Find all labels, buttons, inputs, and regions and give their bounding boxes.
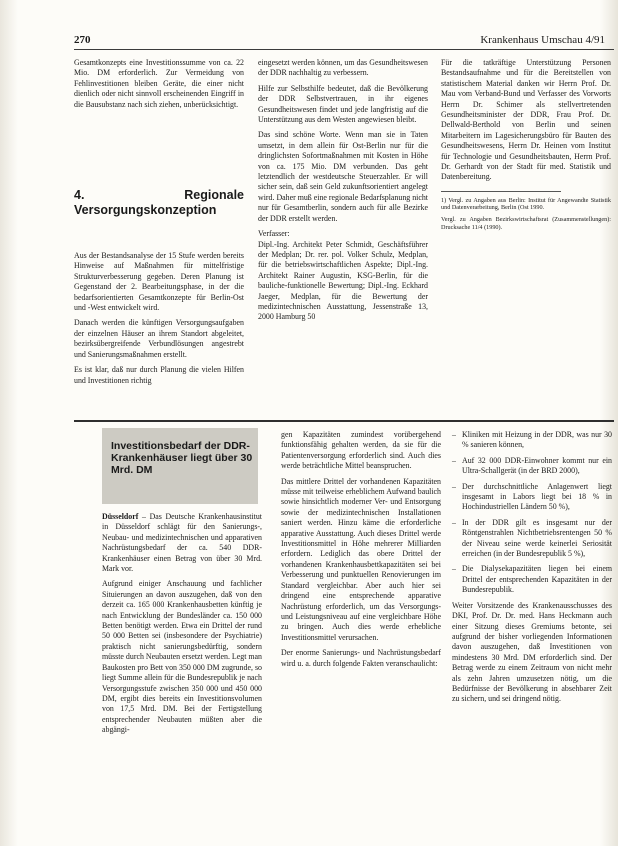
box-column-2 [281, 430, 441, 674]
paragraph: Gesamtkonzepts eine Investitionssumme von ca. 22 Mio. DM erforderlich. Zur Vermeidung von Fehlinvestitionen bleiben Geräte, die einer nicht dienlich oder nicht sinnvoll erscheinenden Eingriff in die Bausubstanz nach sich ziehen, unberücksichtigt. [74, 58, 244, 109]
footnote-rule [441, 191, 561, 192]
box-column-1 [102, 512, 262, 741]
list-item: – In der DDR gilt es insgesamt nur der Röntgenstrahlen Nichtbetriebsrentengen 50 % der Niveau seine werde keinerlei Seriosität erreichen (in der Bundesrepublik 5 %), [452, 517, 612, 559]
section-heading: 4. Regionale Versorgungskonzeption [74, 188, 244, 217]
authors-label: Verfasser: [258, 229, 290, 239]
paragraph: Der enorme Sanierungs- und Nachrüstungsbedarf wird u. a. durch folgende Fakten veranschaulicht: [281, 648, 441, 668]
box-headline: Investitionsbedarf der DDR-Krankenhäuser liegt über 30 Mrd. DM [111, 440, 253, 476]
paragraph: Es ist klar, daß nur durch Planung die vielen Hilfen und Investitionen richtig [74, 365, 244, 385]
paragraph: eingesetzt werden können, um das Gesundheitswesen der DDR nachhaltig zu verbessern. [258, 58, 428, 78]
paragraph: Das sind schöne Worte. Wenn man sie in Taten umsetzt, in dem allein für Ost-Berlin nur für die dringlichsten Sofortmaßnahmen mit Kosten in Höhe von ca. 175 Mio. DM verbunden. Das geht letztendlich der westdeutsche Steuerzahler. Er will sicher sein, daß sein Geld zukunftsorientiert angelegt wird. Daher muß eine regionale Bedarfsplanung nicht nur für Gesamtberlin, sondern auch für alle Bezirke der DDR erstellt werden. [258, 130, 428, 223]
paragraph [102, 512, 262, 574]
dateline: Düsseldorf [102, 512, 139, 521]
box-column-3 [452, 430, 612, 710]
list-item: – Der durchschnittliche Anlagenwert liegt insgesamt in Labors liegt bei 18 % in Hochindustriellen Ländern 50 %), [452, 481, 612, 512]
list-item: – Auf 32 000 DDR-Einwohner kommt nur ein Ultra-Schallgerät (in der BRD 2000), [452, 455, 612, 476]
acknowledgement: Für die tatkräftige Unterstützung Personen Bestandsaufnahme und für die Bereitstellen von statistischem Material danken wir Herrn Prof. Dr. Mau vom Verband-Bund und Verfasser des Vorworts Herrn Dr. Schimer als stellvertretenden Gesundheitsminister der DDR, Frau Prof. Dr. Dellwald-Berthold von Berlin und seinen Mitarbeitern im Lagesicherungsbüro für Bauten des Gesundheitswesens, Herrn Dr. Heinen vom Institut für Technologie und Gesundheitsbauten, Herrn Prof. Dr. Gerhardt von der Stadt für med. Statistik und Datenbereitung. [441, 58, 611, 182]
list-item: – Kliniken mit Heizung in der DDR, was nur 30 % sanieren können, [452, 430, 612, 450]
paragraph: Aus der Bestandsanalyse der 15 Stufe werden bereits Hinweise auf Maßnahmen für mittelfristige Strukturverbesserung gegeben. Deren Planung ist Gegenstand der 2. Bearbeitungsphase, in der die bedarfsorientierten Gesamtkonzepte für Berlin-Ost und -West entwickelt wird. [74, 251, 244, 313]
article-column-3 [441, 58, 611, 235]
footnote: 1) Vergl. zu Angaben aus Berlin: Institut für Angewandte Statistik und Datenverarbeitung, Berlin (Ost 1990. [441, 196, 611, 212]
paragraph: Weiter Vorsitzende des Krankenausschusses des DKI, Prof. Dr. Dr. med. Hans Heckmann auch einer Sitzung dieses Gremiums betonte, sei aufgrund der bisher vorliegenden Informationen davon auszugehen, daß Investitionen von mindestens 30 Mrd. DM erforderlich sind. Der Betrag werde zu einem Zeitraum von nicht mehr als zehn Jahren umzusetzen nötig, um die Bedürfnisse der Bevölkerung in absehbarer Zeit zu sichern, und sei dringend nötig. [452, 600, 612, 704]
paragraph: Das mittlere Drittel der vorhandenen Kapazitäten müsse mit teilweise erheblichem Aufwand baulich sowie hinsichtlich moderner Ver- und Entsorgung sowie der medizintechnischen Installationen saniert werden. Hinzu käme die erforderliche apparative Ausstattung. Auch dieses Drittel werde Investitionsmittel in Höhe mehrerer Milliarden erfordern. Lediglich das obere Drittel der vorhandenen Krankenhausbettkapazitäten sei bei Verbesserung und punktuellen Renovierungen im Standard vergleichbar. Aber auch hier sei dringend eine entsprechende apparative Nachrüstung erforderlich, um das Versorgungs- und Leistungsniveau auf eine vergleichbare Höhe zu bringen. Auch dies werde erhebliche Investitionsmittel verursachen. [281, 476, 441, 642]
paragraph: Aufgrund einiger Anschauung und fachlicher Situierungen an davon auszugehen, daß von den derzeit ca. 165 000 Krankenhausbetten künftig je nach Entwicklung der Bundesländer ca. 150 000 Betten benötigt werden. Etwa ein Drittel der rund 50 000 Betten sei (insbesondere der Psychiatrie) praktisch nicht sanierungsbedürftig, sondern müsste durch Neubauten ersetzt werden. Legt man Baukosten pro Bett von 350 000 DM zugrunde, so liegt Summe allein für die Bundesrepublik je nach Versorgungsstufe zwischen 350 000 und 450 000 DM, ergibt dies bereits ein Investitionsvolumen von 17,5 Mrd. DM. Bei der Fertigstellung entsprechender Neubauten müßten aber die abgängi- [102, 579, 262, 735]
article-column-2 [258, 58, 428, 328]
box-top-rule [74, 420, 614, 422]
paragraph: gen Kapazitäten zumindest vorübergehend funktionsfähig gehalten werden, da sie für die Patientenversorgung erforderlich sind. Auch dies werde beträchtliche Mittel beanspruchen. [281, 430, 441, 471]
footnote: Vergl. zu Angaben Bezirkswirtschaftsrat (Zusammenstellungen): Drucksache 11/4 (1990). [441, 216, 611, 231]
authors: Dipl.-Ing. Architekt Peter Schmidt, Geschäftsführer der Medplan; Dr. rer. pol. Volker Schulz, Medplan, für die betriebswirtschaftlichen Aspekte; Dipl.-Ing. Architekt Rainer Augustin, KSG-Berlin, für die bauliche-funktionelle Bewertung; Dipl.-Ing. Eckhard Jaeger, Medplan, für die Bewertung der medizintechnischen Ausstattung, Jessenstraße 13, 2000 Hamburg 50 [258, 239, 428, 322]
page-number: 270 [74, 34, 91, 46]
header-rule [74, 49, 614, 50]
paragraph: Danach werden die künftigen Versorgungsaufgaben der einzelnen Häuser an ihrem Standort abgeleitet, bezirksübergreifende Verbundlösungen angestrebt und Sanierungsmaßnahmen erstellt. [74, 318, 244, 359]
paragraph-text: – Das Deutsche Krankenhausinstitut in Düsseldorf schlägt für den Sanierungs-, Neubau- und medizintechnischen und apparativen Nachrüstungsbedarf der ca. 540 DDR-Krankenhäuser einen Betrag von über 30 Mrd. Mark vor. [102, 512, 262, 574]
paragraph: Hilfe zur Selbsthilfe bedeutet, daß die Bevölkerung der DDR Selbstvertrauen, in ihr eigenes Gesundheitswesen findet und jede langfristig auf die Unterstützung aus dem Westen angewiesen bleibt. [258, 83, 428, 125]
article-column-1 [74, 58, 244, 391]
list-item: – Die Dialysekapazitäten liegen bei einem Drittel der entsprechenden Kapazitäten in der Bundesrepublik. [452, 564, 612, 595]
running-title: Krankenhaus Umschau 4/91 [480, 34, 605, 46]
